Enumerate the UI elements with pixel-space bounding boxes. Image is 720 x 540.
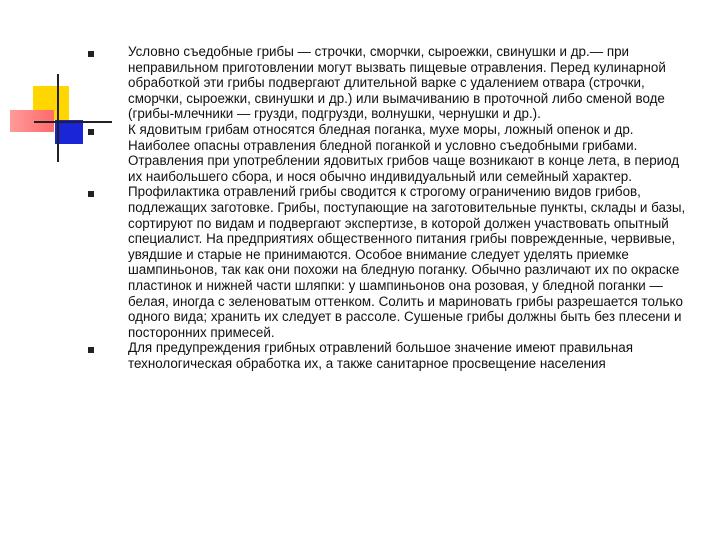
ornament-vertical-line (57, 74, 59, 162)
bullet-square-icon (88, 122, 128, 138)
bullet-item-prevention (88, 184, 688, 340)
bullet-square-icon (88, 184, 128, 200)
bullet-item-poisonous (88, 122, 688, 184)
bullet-item-education (88, 340, 688, 371)
bullet-item-conditionally-edible (88, 44, 688, 122)
bullet-square-icon (88, 44, 128, 60)
bullet-square-icon (88, 340, 128, 356)
bullet-list (88, 44, 688, 371)
bullet-text: Профилактика отравлений грибы сводится к строгому ограничению видов грибов, подлежащих заготовке. Грибы, поступающие на заготовительные пункты, склады и базы, сортируют по видам и подвергают экспертизе, в которой должен участвовать опытный специалист. На предприятиях общественного питания грибы поврежденные, червивые, увядшие и старые не принимаются. Особое внимание следует уделять приемке шампиньонов, так как они похожи на бледную поганку. Обычно различают их по окраске пластинок и нижней части шляпки: у шампиньонов она розовая, у бледной поганки — белая, иногда с зеленоватым оттенком. Солить и мариновать грибы разрешается только одного вида; хранить их следует в рассоле. Сушеные грибы должны быть без плесени и посторонних примесей. (128, 184, 686, 340)
bullet-text: Для предупреждения грибных отравлений большое значение имеют правильная технологическая обработка их, а также санитарное просвещение населения (128, 340, 633, 371)
bullet-text: Условно съедобные грибы — строчки, сморчки, сыроежки, свинушки и др.— при неправильном приготовлении могут вызвать пищевые отравления. Перед кулинарной обработкой эти грибы подвергают длительной варке с удалением отвара (строчки, сморчки, сыроежки, свинушки и др.) или вымачиванию в проточной либо сменой воде (грибы-млечники — грузди, подгрузди, волнушки, чернушки и др.). (128, 44, 666, 122)
bullet-text: К ядовитым грибам относятся бледная поганка, мухе моры, ложный опенок и др. Наиболее опасны отравления бледной поганкой и условно съедобными грибами. Отравления при употреблении ядовитых грибов чаще возникают в конце лета, в период их наибольшего сбора, и нося обычно индивидуальный или семейный характер. (128, 121, 680, 184)
ornament-blue-square (55, 120, 83, 144)
